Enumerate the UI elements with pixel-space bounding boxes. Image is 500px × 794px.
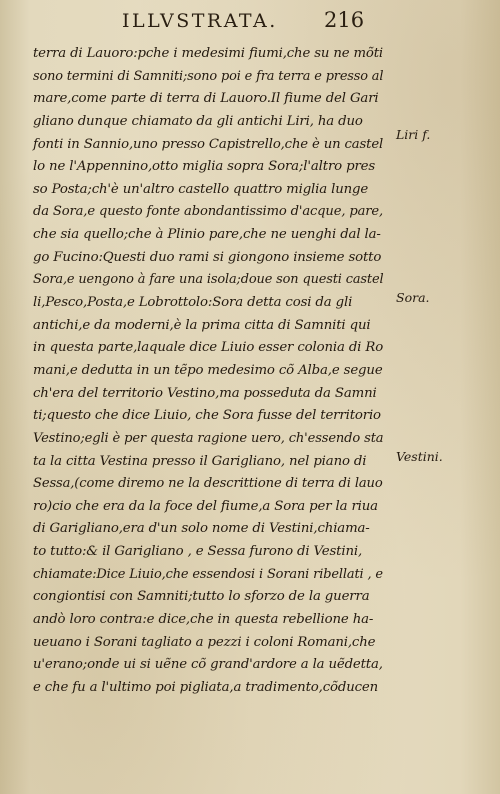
- text-line: Sora,e uengono à fare una isola;doue son questi castel: [33, 272, 384, 288]
- text-line: mani,e dedutta in un tẽpo medesimo cõ Alba,e segue: [33, 362, 383, 378]
- margin-note-liri: Liri f.: [396, 127, 431, 142]
- text-line: li,Pesco,Posta,e Lobrottolo:Sora detta cosi da gli: [33, 295, 353, 311]
- text-line: gliano dunque chiamato da gli antichi Liri, ha duo: [33, 113, 363, 129]
- running-head: [112, 4, 412, 38]
- text-line: Sessa,(come diremo ne la descrittione di terra di lauo: [33, 476, 383, 492]
- text-line: ro)cio che era da la foce del fiume,a Sora per la riua: [33, 498, 378, 514]
- text-line: congiontisi con Samniti;tutto lo sforzo de la guerra: [33, 589, 370, 605]
- text-line: ta la citta Vestina presso il Garigliano, nel piano di: [33, 453, 367, 469]
- margin-note-vestini: Vestini.: [396, 449, 443, 464]
- text-line: terra di Lauoro:pche i medesimi fiumi,che su ne mõti: [33, 46, 384, 61]
- text-line: ueuano i Sorani tagliato a pezzi i coloni Romani,che: [33, 634, 376, 650]
- text-line: che sia quello;che à Plinio pare,che ne uenghi dal la-: [33, 227, 381, 243]
- text-line: so Posta;ch'è un'altro castello quattro miglia lunge: [33, 181, 369, 197]
- text-line: u'erano;onde ui si uẽne cõ grand'ardore a la uẽdetta,: [33, 657, 383, 673]
- text-line: go Fucino:Questi duo rami si giongono insieme sotto: [33, 249, 382, 265]
- text-line: antichi,e da moderni,è la prima citta di Samniti qui: [33, 317, 371, 333]
- text-line: Vestino;egli è per questa ragione uero, ch'essendo sta: [33, 430, 384, 446]
- margin-note-sora: Sora.: [396, 290, 430, 305]
- text-line: e che fu a l'ultimo poi pigliata,a tradimento,cõducen: [33, 679, 379, 695]
- text-line: lo ne l'Appennino,otto miglia sopra Sora;l'altro pres: [33, 159, 376, 175]
- body-text: [33, 43, 383, 700]
- text-line: fonti in Sannio,uno presso Capistrello,che è un castel: [33, 136, 384, 152]
- text-line: chiamate:Dice Liuio,che essendosi i Sorani ribellati , e: [33, 566, 383, 582]
- text-line: ti;questo che dice Liuio, che Sora fusse del territorio: [33, 408, 381, 424]
- text-line: di Garigliano,era d'un solo nome di Vestini,chiama-: [33, 521, 370, 537]
- text-line: mare,come parte di terra di Lauoro.Il fiume del Gari: [33, 91, 379, 107]
- text-line: ch'era del territorio Vestino,ma posseduta da Samni: [33, 385, 377, 401]
- text-line: sono termini di Samniti;sono poi e fra terra e presso al: [33, 68, 384, 84]
- page-number: 216: [324, 8, 365, 32]
- text-line: to tutto:& il Garigliano , e Sessa furono di Vestini,: [33, 544, 363, 560]
- running-title: ILLVSTRATA.: [122, 10, 278, 32]
- text-line: andò loro contra:e dice,che in questa rebellione ha-: [33, 612, 374, 628]
- text-line: in questa parte,laquale dice Liuio esser colonia di Ro: [33, 340, 384, 356]
- text-line: da Sora,e questo fonte abondantissimo d'acque, pare,: [33, 204, 384, 220]
